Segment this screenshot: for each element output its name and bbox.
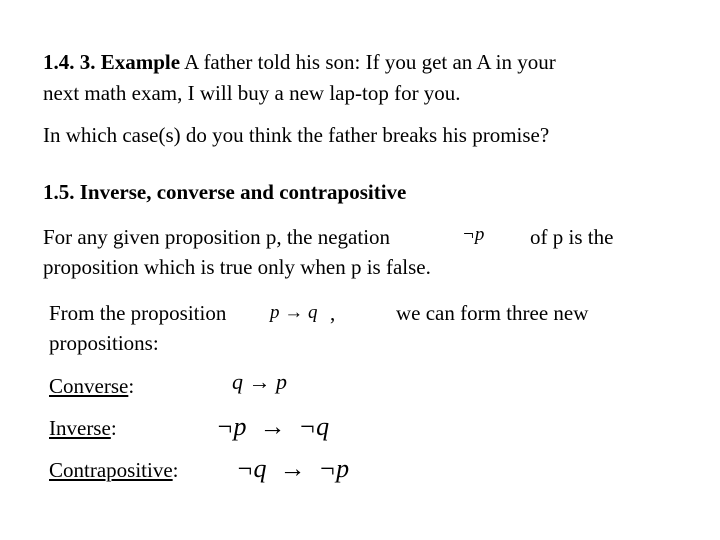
converse-row	[49, 371, 134, 401]
section-heading: 1.5. Inverse, converse and contrapositive	[43, 180, 407, 204]
inverse-formula: ¬p → ¬q	[216, 412, 330, 441]
example-heading: 1.4. 3. Example	[43, 50, 181, 74]
contrapositive-formula: ¬q → ¬p	[236, 454, 350, 483]
inverse-colon: :	[110, 416, 117, 440]
example-text-1: A father told his son: If you get an A in your	[180, 50, 556, 74]
negation-symbol: ¬p	[462, 224, 485, 245]
converse-label: Converse	[49, 374, 129, 398]
negation-line-1-text: For any given proposition p, the negation	[43, 225, 391, 249]
converse-formula: q → p	[232, 369, 287, 394]
negation-line-2: proposition which is true only when p is false.	[43, 255, 431, 279]
from-line-1-text: From the proposition	[49, 301, 227, 325]
contrapositive-row	[49, 455, 179, 485]
example-line-2: next math exam, I will buy a new lap-top for you.	[43, 81, 461, 105]
from-comma: ,	[330, 301, 336, 325]
question-text: In which case(s) do you think the father breaks his promise?	[43, 123, 550, 147]
negation-line-1-end: of p is the	[530, 225, 614, 249]
from-line-2: propositions:	[49, 331, 159, 355]
from-line-1-end: we can form three new	[396, 301, 589, 325]
contrapositive-colon: :	[172, 458, 179, 482]
inverse-label: Inverse	[49, 416, 111, 440]
implication-symbol: p → q	[270, 302, 318, 323]
inverse-row	[49, 413, 117, 443]
converse-colon: :	[128, 374, 135, 398]
example-line-1	[43, 47, 556, 77]
contrapositive-label: Contrapositive	[49, 458, 173, 482]
